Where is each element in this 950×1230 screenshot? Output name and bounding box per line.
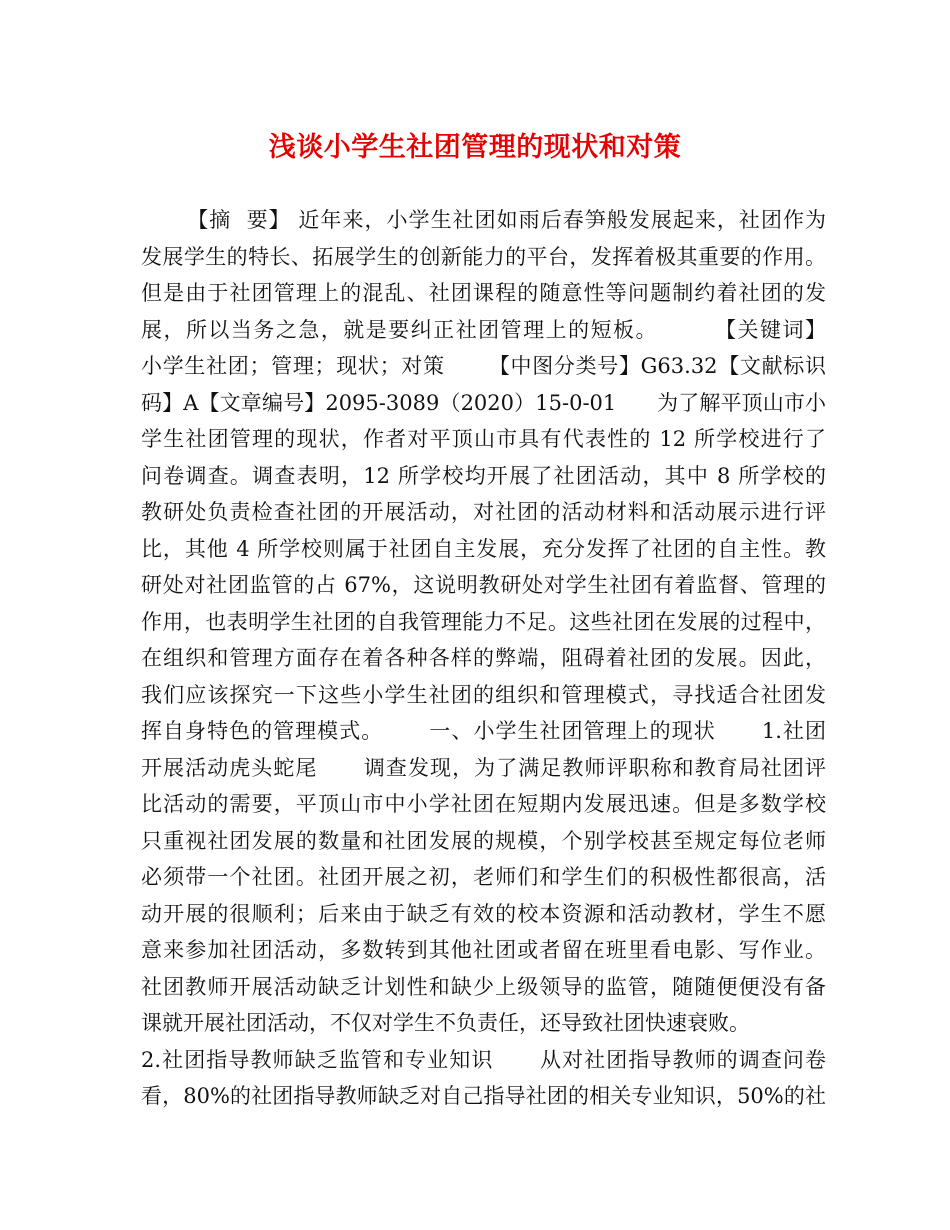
body-line: 发展学生的特长、拓展学生的创新能力的平台，发挥着极其重要的作用。 [141, 244, 826, 269]
body-line: 比活动的需要，平顶山市中小学社团在短期内发展迅速。但是多数学校 [141, 792, 826, 816]
document-title: 浅谈小学生社团管理的现状和对策 [268, 132, 682, 163]
body-line: 学生社团管理的现状，作者对平顶山市具有代表性的 12 所学校进行了 [141, 427, 826, 451]
body-line: 我们应该探究一下这些小学生社团的组织和管理模式，寻找适合社团发 [141, 682, 826, 707]
body-line: 但是由于社团管理上的混乱、社团课程的随意性等问题制约着社团的发 [141, 281, 826, 305]
body-line: 动开展的很顺利；后来由于缺乏有效的校本资源和活动教材，学生不愿 [141, 901, 826, 926]
body-line: 【摘 要】 近年来，小学生社团如雨后春笋般发展起来，社团作为 [141, 208, 826, 232]
body-line: 2.社团指导教师缺乏监管和专业知识 从对社团指导教师的调查问卷 [141, 1047, 826, 1072]
body-line: 只重视社团发展的数量和社团发展的规模，个别学校甚至规定每位老师 [141, 828, 826, 853]
body-line: 社团教师开展活动缺乏计划性和缺少上级领导的监管，随随便便没有备 [141, 974, 826, 999]
body-line: 比，其他 4 所学校则属于社团自主发展，充分发挥了社团的自主性。教 [141, 536, 826, 561]
body-line: 开展活动虎头蛇尾 调查发现，为了满足教师评职称和教育局社团评 [141, 755, 826, 780]
body-line: 小学生社团；管理；现状；对策 【中图分类号】G63.32【文献标识 [141, 354, 826, 378]
body-line: 展，所以当务之急，就是要纠正社团管理上的短板。 【关键词】 [141, 317, 826, 342]
body-line: 必须带一个社团。社团开展之初，老师们和学生们的积极性都很高，活 [141, 865, 826, 889]
document-body [141, 202, 826, 1115]
body-line: 课就开展社团活动，不仅对学生不负责任，还导致社团快速衰败。 [141, 1011, 750, 1035]
body-line: 码】A【文章编号】2095-3089（2020）15-0-01 为了解平顶山市小 [141, 390, 826, 415]
body-line: 研处对社团监管的占 67%，这说明教研处对学生社团有着监督、管理的 [141, 573, 826, 597]
body-line: 教研处负责检查社团的开展活动，对社团的活动材料和活动展示进行评 [141, 500, 826, 524]
body-line: 作用，也表明学生社团的自我管理能力不足。这些社团在发展的过程中， [141, 609, 826, 634]
body-line: 看，80%的社团指导教师缺乏对自己指导社团的相关专业知识，50%的社 [141, 1084, 826, 1108]
body-line: 在组织和管理方面存在着各种各样的弊端，阻碍着社团的发展。因此， [141, 646, 826, 670]
body-line: 问卷调查。调查表明，12 所学校均开展了社团活动，其中 8 所学校的 [141, 463, 826, 488]
body-line: 挥自身特色的管理模式。 一、小学生社团管理上的现状 1.社团 [141, 719, 826, 743]
body-line: 意来参加社团活动，多数转到其他社团或者留在班里看电影、写作业。 [141, 938, 826, 962]
